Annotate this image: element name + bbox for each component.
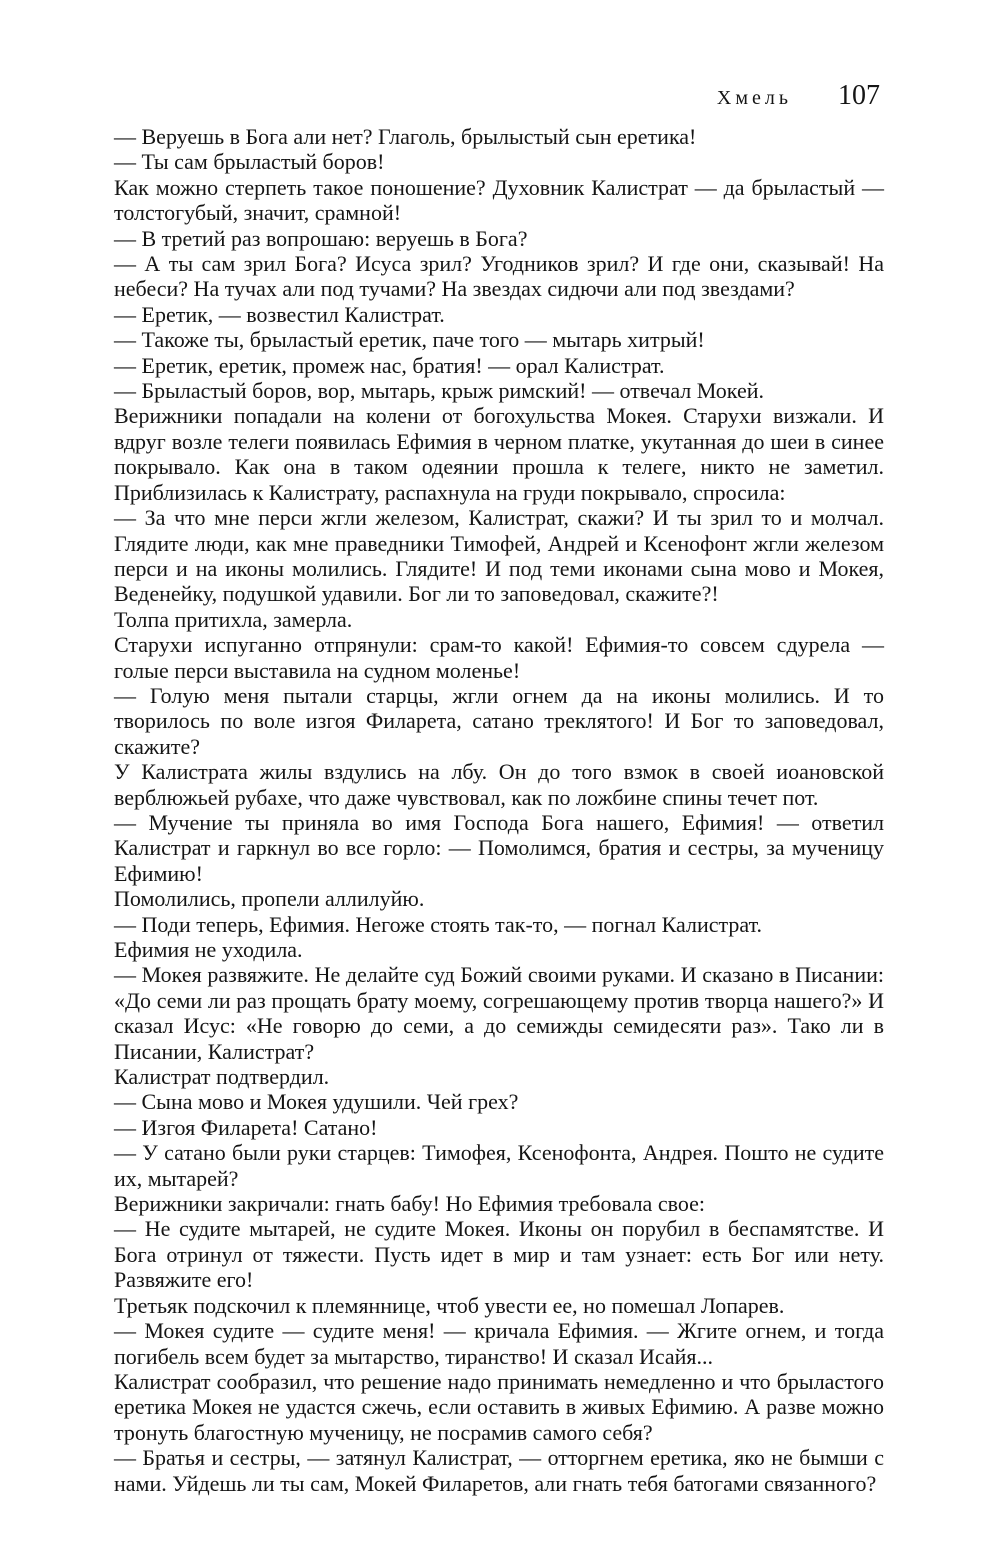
paragraph: — В третий раз вопрошаю: веруешь в Бога? [114,225,528,251]
paragraph: Третьяк подскочил к племяннице, чтоб увести ее, но помешал Лопарев. [114,1292,785,1318]
paragraph: — Мокея судите — судите меня! — кричала Ефимия. — Жгите огнем, и тогда погибель всем будет за мытарство, тиранство! И сказал Исайя... [114,1318,884,1369]
body-text [114,124,884,1496]
page-number: 107 [838,80,880,111]
paragraph: Калистрат сообразил, что решение надо принимать немедленно и что брыластого еретика Мокея не удастся сжечь, если оставить в живых Ефимию. А разве можно тронуть благостную мученицу, не посрамив самого себя? [114,1368,884,1445]
paragraph: Верижники попадали на колени от богохульства Мокея. Старухи визжали. И вдруг возле телеги появилась Ефимия в черном платке, укутанная до шеи в синее покрывало. Как она в таком одеянии прошла к телеге, никто не заметил. Приблизилась к Калистрату, распахнула на груди покрывало, спросила: [114,403,884,505]
paragraph: — А ты сам зрил Бога? Исуса зрил? Угодников зрил? И где они, сказывай! На небеси? На тучах али под тучами? На звездах сидючи али под звездами? [114,251,884,302]
paragraph: У Калистрата жилы вздулись на лбу. Он до того взмок в своей иоановской верблюжьей рубахе, что даже чувствовал, как по ложбине спины течет пот. [114,759,884,810]
paragraph: Как можно стерпеть такое поношение? Духовник Калистрат — да брыластый — толстогубый, значит, срамной! [114,174,884,226]
paragraph: Калистрат подтвердил. [114,1064,330,1090]
page-header [717,80,880,112]
paragraph: — За что мне перси жгли железом, Калистрат, скажи? И ты зрил то и молчал. Глядите люди, как мне праведники Тимофей, Андрей и Ксенофонт жгли железом перси и на иконы молились. Глядите! И под теми иконами сына мово и Мокея, Веденейку, подушкой удавили. Бог ли то заповедовал, скажите?! [114,505,884,607]
paragraph: Толпа притихла, замерла. [114,606,353,632]
paragraph: — Голую меня пытали старцы, жгли огнем да на иконы молились. И то творилось по воле изгоя Филарета, сатано треклятого! И Бог то заповедовал, скажите? [114,682,884,759]
paragraph: — Еретик, еретик, промеж нас, братия! — орал Калистрат. [114,352,665,378]
paragraph: — Ты сам брыластый боров! [114,149,385,175]
paragraph: — Еретик, — возвестил Калистрат. [114,301,445,327]
paragraph: — Поди теперь, Ефимия. Негоже стоять так-то, — погнал Калистрат. [114,911,763,937]
running-title: Хмель [716,87,792,109]
paragraph: — Мучение ты приняла во имя Господа Бога нашего, Ефимия! — ответил Калистрат и гаркнул во все горло: — Помолимся, братия и сестры, за мученицу Ефимию! [114,809,884,886]
paragraph: Помолились, пропели аллилуйю. [114,886,425,912]
paragraph: — Сына мово и Мокея удушили. Чей грех? [114,1089,519,1115]
paragraph: — Мокея развяжите. Не делайте суд Божий своими руками. И сказано в Писании: «До семи ли раз прощать брату моему, согрешающему против творца нашего?» И сказал Исус: «Не говорю до семи, а до семижды семидесяти раз». Тако ли в Писании, Калистрат? [114,962,884,1064]
paragraph: — Брыластый боров, вор, мытарь, крыж римский! — отвечал Мокей. [114,378,764,404]
paragraph: — Изгоя Филарета! Сатано! [114,1114,378,1140]
paragraph: — Не судите мытарей, не судите Мокея. Иконы он порубил в беспамятстве. И Бога отринул от тяжести. Пусть идет в мир и там узнает: есть Бог или нету. Развяжите его! [114,1216,884,1293]
paragraph: — Такоже ты, брыластый еретик, паче того — мытарь хитрый! [114,327,705,353]
paragraph: Старухи испуганно отпрянули: срам-то какой! Ефимия-то совсем сдурела — голые перси выставила на судном моленье! [114,632,884,683]
paragraph: — У сатано были руки старцев: Тимофея, Ксенофонта, Андрея. Пошто не судите их, мытарей? [114,1140,884,1191]
paragraph: Верижники закричали: гнать бабу! Но Ефимия требовала свое: [114,1191,705,1217]
paragraph: Ефимия не уходила. [114,937,303,962]
paragraph: — Братья и сестры, — затянул Калистрат, — отторгнем еретика, яко не бымши с нами. Уйдешь ли ты сам, Мокей Филаретов, али гнать тебя батогами связанного? [114,1445,884,1496]
paragraph: — Веруешь в Бога али нет? Глаголь, брылыстый сын еретика! [114,124,697,149]
